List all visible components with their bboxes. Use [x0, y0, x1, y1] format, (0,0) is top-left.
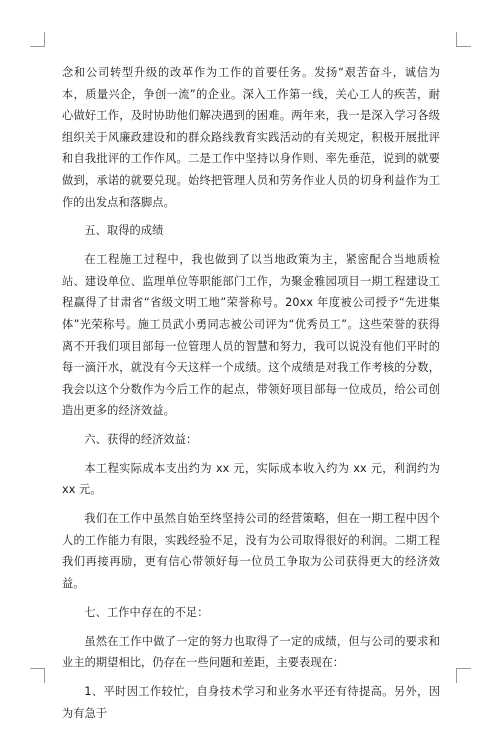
crop-mark-top-right	[456, 32, 471, 47]
document-body	[62, 62, 440, 731]
crop-mark-bottom-left	[30, 668, 45, 683]
section-heading-economic-benefit: 六、获得的经济效益：	[84, 433, 198, 447]
section-heading-shortcomings: 七、工作中存在的不足：	[84, 605, 209, 619]
paragraph-achievements: 在工程施工过程中，我也做到了以当地政策为主，紧密配合当地质检站、建设单位、监理单位等职能部门工作，为聚金雅园项目一期工程建设工程赢得了甘肃省“省级文明工地”荣誉称号。20xx 年度被公司授予“先进集体”光荣称号。施工员武小勇同志被公司评为“优秀员工”。这些荣誉的获得离不开我们项目部每一位管理人员的智慧和努力，我可以说没有他们平时的每一滴汗水，就没有今天这样一个成绩。这个成绩是对我工作考核的分数，我会以这个分数作为今后工作的起点，带领好项目部每一位成员，给公司创造出更多的经济效益。	[62, 253, 440, 418]
paragraph-shortcoming-1: 1、平时因工作较忙，自身技术学习和业务水平还有待提高。另外，因为有急于	[62, 684, 440, 720]
section-heading-achievements: 五、取得的成绩	[84, 224, 164, 238]
paragraph-strategy: 我们在工作中虽然自始至终坚持公司的经营策略，但在一期工程中因个人的工作能力有限，实践经验不足，没有为公司取得很好的利润。二期工程我们再接再励，更有信心带领好每一位员工争取为公司获得更大的经济效益。	[62, 512, 440, 590]
paragraph-continuation: 念和公司转型升级的改革作为工作的首要任务。发扬“艰苦奋斗，诚信为本，质量兴企，争创一流”的企业。深入工作第一线，关心工人的疾苦，耐心做好工作，及时协助他们解决遇到的困难。两年来，我一是深入学习各级组织关于风廉政建设和的群众路线教育实践活动的有关规定，积极开展批评和自我批评的工作作风。二是工作中坚持以身作则、率先垂范，说到的就要做到，承诺的就要兑现。始终把管理人员和劳务作业人员的切身利益作为工作的出发点和落脚点。	[62, 66, 440, 209]
paragraph-shortcomings-intro: 虽然在工作中做了一定的努力也取得了一定的成绩，但与公司的要求和业主的期望相比，仍存在一些问题和差距，主要表现在：	[62, 634, 440, 670]
paragraph-cost-summary: 本工程实际成本支出约为 xx 元，实际成本收入约为 xx 元，利润约为 xx 元。	[62, 461, 440, 497]
crop-mark-bottom-right	[456, 668, 471, 683]
crop-mark-top-left	[30, 32, 45, 47]
